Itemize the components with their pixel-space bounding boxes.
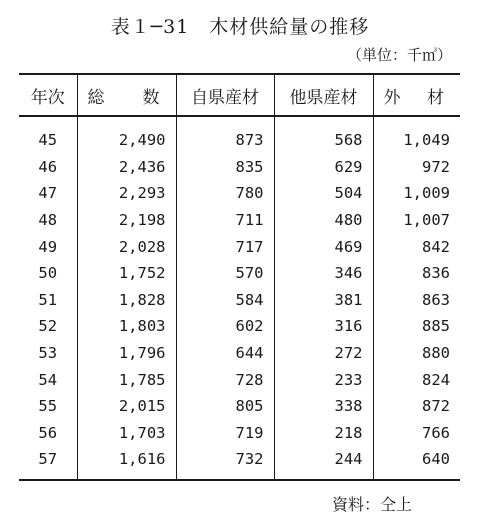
import-cell: 836	[373, 260, 460, 287]
own-prefecture-cell: 728	[176, 366, 274, 393]
total-cell: 1,703	[77, 420, 176, 447]
total-cell: 1,803	[77, 313, 176, 340]
own-prefecture-cell: 644	[176, 340, 274, 367]
table-row	[19, 180, 460, 207]
source-note: 資料：仝上	[331, 495, 412, 514]
table-row	[19, 154, 460, 181]
table-row	[19, 287, 460, 314]
year-cell: 52	[38, 317, 58, 336]
table-row	[19, 340, 460, 367]
table-row	[19, 116, 460, 154]
header-row	[19, 74, 460, 116]
header-own-prefecture: 自県産材	[176, 74, 274, 116]
header-total-char-1: 総	[87, 87, 105, 108]
own-prefecture-cell: 780	[176, 180, 274, 207]
total-cell: 2,198	[77, 207, 176, 234]
own-prefecture-cell: 584	[176, 287, 274, 314]
year-cell: 49	[38, 237, 58, 256]
table-row	[19, 393, 460, 420]
other-prefecture-cell: 469	[274, 233, 373, 260]
other-prefecture-cell: 480	[274, 207, 373, 234]
other-prefecture-cell: 568	[274, 116, 373, 154]
own-prefecture-cell: 570	[176, 260, 274, 287]
year-cell: 53	[38, 344, 58, 363]
year-cell: 57	[19, 446, 77, 480]
import-cell: 880	[373, 340, 460, 367]
total-cell: 2,028	[77, 233, 176, 260]
import-cell: 640	[373, 446, 460, 480]
table-row	[19, 446, 460, 480]
header-other-prefecture: 他県産材	[274, 74, 373, 116]
own-prefecture-cell: 717	[176, 233, 274, 260]
year-cell: 47	[38, 184, 58, 203]
table-title: 表１─31 木材供給量の推移	[110, 16, 370, 38]
other-prefecture-cell: 338	[274, 393, 373, 420]
year-cell: 45	[38, 131, 58, 150]
table-row	[19, 207, 460, 234]
own-prefecture-cell: 719	[176, 420, 274, 447]
import-cell: 1,007	[373, 207, 460, 234]
import-cell: 824	[373, 366, 460, 393]
table-row	[19, 233, 460, 260]
other-prefecture-cell: 346	[274, 260, 373, 287]
other-prefecture-cell: 244	[274, 446, 373, 480]
other-prefecture-cell: 381	[274, 287, 373, 314]
total-cell: 1,828	[77, 287, 176, 314]
total-cell: 2,015	[77, 393, 176, 420]
import-cell: 842	[373, 233, 460, 260]
import-cell: 872	[373, 393, 460, 420]
own-prefecture-cell: 602	[176, 313, 274, 340]
total-cell: 1,616	[77, 446, 176, 480]
table-row	[19, 260, 460, 287]
own-prefecture-cell: 732	[176, 446, 274, 480]
year-cell: 50	[38, 264, 58, 283]
year-cell: 51	[38, 290, 58, 309]
total-cell: 2,293	[77, 180, 176, 207]
own-prefecture-cell: 805	[176, 393, 274, 420]
header-import	[373, 74, 460, 116]
table-body	[19, 116, 460, 480]
total-cell: 1,796	[77, 340, 176, 367]
year-cell: 54	[38, 370, 58, 389]
header-total	[77, 74, 176, 116]
import-cell: 1,009	[373, 180, 460, 207]
other-prefecture-cell: 272	[274, 340, 373, 367]
header-year: 年次	[19, 74, 77, 116]
year-cell: 55	[38, 397, 58, 416]
other-prefecture-cell: 233	[274, 366, 373, 393]
import-cell: 885	[373, 313, 460, 340]
wood-supply-table	[19, 73, 460, 481]
table-row	[19, 313, 460, 340]
other-prefecture-cell: 504	[274, 180, 373, 207]
own-prefecture-cell: 835	[176, 154, 274, 181]
header-import-char-1: 外	[383, 87, 401, 108]
other-prefecture-cell: 218	[274, 420, 373, 447]
table-row	[19, 366, 460, 393]
total-cell: 2,490	[77, 116, 176, 154]
unit-note: （単位：千㎥）	[346, 46, 452, 64]
other-prefecture-cell: 629	[274, 154, 373, 181]
total-cell: 2,436	[77, 154, 176, 181]
other-prefecture-cell: 316	[274, 313, 373, 340]
total-cell: 1,785	[77, 366, 176, 393]
header-import-char-2: 材	[427, 87, 444, 108]
header-total-char-2: 数	[142, 87, 160, 108]
total-cell: 1,752	[77, 260, 176, 287]
year-cell: 46	[38, 157, 58, 176]
import-cell: 1,049	[373, 116, 460, 154]
import-cell: 766	[373, 420, 460, 447]
own-prefecture-cell: 711	[176, 207, 274, 234]
table-row	[19, 420, 460, 447]
year-cell: 48	[38, 211, 58, 230]
import-cell: 972	[373, 154, 460, 181]
import-cell: 863	[373, 287, 460, 314]
own-prefecture-cell: 873	[176, 116, 274, 154]
year-cell: 56	[38, 423, 58, 442]
